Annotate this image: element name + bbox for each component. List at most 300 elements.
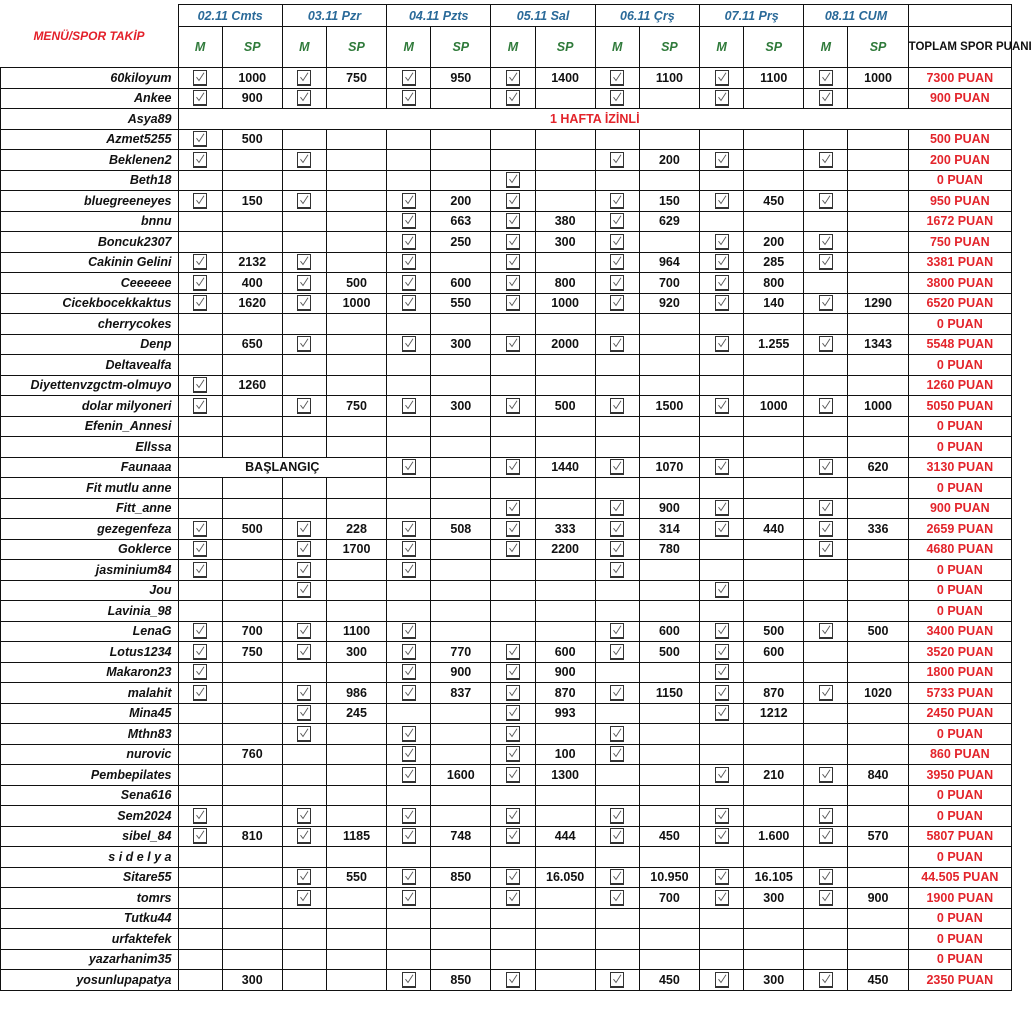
menu-cell[interactable]	[700, 785, 744, 806]
checked-checkbox-icon[interactable]	[297, 869, 311, 885]
menu-cell[interactable]	[804, 232, 848, 253]
sport-points-cell[interactable]	[744, 150, 804, 171]
menu-cell[interactable]	[387, 273, 431, 294]
sport-points-cell[interactable]: 1500	[639, 396, 699, 417]
checked-checkbox-icon[interactable]	[193, 131, 207, 147]
sport-points-cell[interactable]	[326, 375, 386, 396]
menu-cell[interactable]	[595, 129, 639, 150]
sport-points-cell[interactable]: 600	[535, 642, 595, 663]
sport-points-cell[interactable]	[431, 847, 491, 868]
sport-points-cell[interactable]: 810	[222, 826, 282, 847]
menu-cell[interactable]	[282, 314, 326, 335]
sport-points-cell[interactable]	[848, 252, 908, 273]
sport-points-cell[interactable]	[535, 150, 595, 171]
menu-cell[interactable]	[491, 560, 535, 581]
sport-points-cell[interactable]: 1440	[535, 457, 595, 478]
menu-cell[interactable]	[700, 293, 744, 314]
sport-points-cell[interactable]	[326, 888, 386, 909]
menu-cell[interactable]	[700, 908, 744, 929]
checked-checkbox-icon[interactable]	[402, 541, 416, 557]
menu-cell[interactable]	[595, 662, 639, 683]
menu-cell[interactable]	[178, 375, 222, 396]
menu-cell[interactable]	[491, 129, 535, 150]
menu-cell[interactable]	[491, 601, 535, 622]
sport-points-cell[interactable]: 950	[431, 68, 491, 89]
sport-points-cell[interactable]: 450	[639, 826, 699, 847]
menu-cell[interactable]	[491, 334, 535, 355]
menu-cell[interactable]	[387, 150, 431, 171]
checked-checkbox-icon[interactable]	[193, 70, 207, 86]
menu-cell[interactable]	[700, 744, 744, 765]
menu-cell[interactable]	[491, 826, 535, 847]
menu-cell[interactable]	[700, 191, 744, 212]
menu-cell[interactable]	[178, 355, 222, 376]
sport-points-cell[interactable]	[431, 601, 491, 622]
checked-checkbox-icon[interactable]	[819, 398, 833, 414]
checked-checkbox-icon[interactable]	[610, 972, 624, 988]
sport-points-cell[interactable]	[222, 949, 282, 970]
checked-checkbox-icon[interactable]	[297, 295, 311, 311]
sport-points-cell[interactable]	[848, 478, 908, 499]
sport-points-cell[interactable]	[848, 314, 908, 335]
menu-cell[interactable]	[387, 437, 431, 458]
menu-cell[interactable]	[387, 806, 431, 827]
checked-checkbox-icon[interactable]	[610, 336, 624, 352]
menu-cell[interactable]	[178, 970, 222, 991]
menu-cell[interactable]	[700, 560, 744, 581]
sport-points-cell[interactable]	[639, 416, 699, 437]
sport-points-cell[interactable]	[326, 601, 386, 622]
checked-checkbox-icon[interactable]	[610, 828, 624, 844]
sport-points-cell[interactable]: 1020	[848, 683, 908, 704]
checked-checkbox-icon[interactable]	[610, 685, 624, 701]
sport-points-cell[interactable]	[431, 416, 491, 437]
sport-points-cell[interactable]	[848, 601, 908, 622]
checked-checkbox-icon[interactable]	[610, 623, 624, 639]
menu-cell[interactable]	[491, 519, 535, 540]
checked-checkbox-icon[interactable]	[193, 193, 207, 209]
checked-checkbox-icon[interactable]	[506, 828, 520, 844]
menu-cell[interactable]	[282, 396, 326, 417]
sport-points-cell[interactable]: 1400	[535, 68, 595, 89]
menu-cell[interactable]	[804, 375, 848, 396]
checked-checkbox-icon[interactable]	[715, 582, 729, 598]
checked-checkbox-icon[interactable]	[506, 275, 520, 291]
menu-cell[interactable]	[178, 867, 222, 888]
menu-cell[interactable]	[595, 642, 639, 663]
sport-points-cell[interactable]: 750	[222, 642, 282, 663]
checked-checkbox-icon[interactable]	[402, 254, 416, 270]
sport-points-cell[interactable]	[222, 437, 282, 458]
sport-points-cell[interactable]	[848, 232, 908, 253]
checked-checkbox-icon[interactable]	[610, 275, 624, 291]
checked-checkbox-icon[interactable]	[193, 521, 207, 537]
sport-points-cell[interactable]	[848, 703, 908, 724]
sport-points-cell[interactable]	[431, 375, 491, 396]
sport-points-cell[interactable]	[326, 232, 386, 253]
sport-points-cell[interactable]: 1290	[848, 293, 908, 314]
checked-checkbox-icon[interactable]	[193, 644, 207, 660]
checked-checkbox-icon[interactable]	[715, 767, 729, 783]
checked-checkbox-icon[interactable]	[193, 664, 207, 680]
checked-checkbox-icon[interactable]	[819, 90, 833, 106]
checked-checkbox-icon[interactable]	[610, 746, 624, 762]
sport-points-cell[interactable]	[744, 478, 804, 499]
menu-cell[interactable]	[595, 785, 639, 806]
menu-cell[interactable]	[491, 68, 535, 89]
menu-cell[interactable]	[491, 457, 535, 478]
checked-checkbox-icon[interactable]	[297, 336, 311, 352]
checked-checkbox-icon[interactable]	[193, 808, 207, 824]
sport-points-cell[interactable]	[222, 662, 282, 683]
checked-checkbox-icon[interactable]	[297, 541, 311, 557]
sport-points-cell[interactable]	[326, 949, 386, 970]
checked-checkbox-icon[interactable]	[402, 336, 416, 352]
menu-cell[interactable]	[178, 437, 222, 458]
sport-points-cell[interactable]	[744, 375, 804, 396]
checked-checkbox-icon[interactable]	[402, 562, 416, 578]
checked-checkbox-icon[interactable]	[610, 152, 624, 168]
sport-points-cell[interactable]	[744, 785, 804, 806]
checked-checkbox-icon[interactable]	[819, 521, 833, 537]
menu-cell[interactable]	[804, 519, 848, 540]
sport-points-cell[interactable]	[326, 560, 386, 581]
sport-points-cell[interactable]	[535, 970, 595, 991]
sport-points-cell[interactable]: 600	[431, 273, 491, 294]
menu-cell[interactable]	[387, 867, 431, 888]
checked-checkbox-icon[interactable]	[610, 459, 624, 475]
sport-points-cell[interactable]	[222, 580, 282, 601]
sport-points-cell[interactable]: 870	[744, 683, 804, 704]
menu-cell[interactable]	[178, 314, 222, 335]
sport-points-cell[interactable]	[431, 88, 491, 109]
menu-cell[interactable]	[700, 211, 744, 232]
checked-checkbox-icon[interactable]	[193, 398, 207, 414]
menu-cell[interactable]	[178, 826, 222, 847]
sport-points-cell[interactable]: 1185	[326, 826, 386, 847]
menu-cell[interactable]	[178, 847, 222, 868]
checked-checkbox-icon[interactable]	[402, 234, 416, 250]
menu-cell[interactable]	[804, 355, 848, 376]
sport-points-cell[interactable]: 2000	[535, 334, 595, 355]
checked-checkbox-icon[interactable]	[193, 623, 207, 639]
menu-cell[interactable]	[178, 232, 222, 253]
sport-points-cell[interactable]	[848, 191, 908, 212]
checked-checkbox-icon[interactable]	[402, 295, 416, 311]
menu-cell[interactable]	[700, 888, 744, 909]
menu-cell[interactable]	[282, 68, 326, 89]
sport-points-cell[interactable]: 800	[744, 273, 804, 294]
menu-cell[interactable]	[178, 642, 222, 663]
checked-checkbox-icon[interactable]	[402, 767, 416, 783]
menu-cell[interactable]	[804, 539, 848, 560]
checked-checkbox-icon[interactable]	[506, 90, 520, 106]
menu-cell[interactable]	[700, 498, 744, 519]
sport-points-cell[interactable]	[326, 437, 386, 458]
menu-cell[interactable]	[595, 191, 639, 212]
sport-points-cell[interactable]	[744, 949, 804, 970]
menu-cell[interactable]	[700, 478, 744, 499]
menu-cell[interactable]	[178, 478, 222, 499]
sport-points-cell[interactable]: 870	[535, 683, 595, 704]
sport-points-cell[interactable]	[744, 539, 804, 560]
menu-cell[interactable]	[804, 396, 848, 417]
checked-checkbox-icon[interactable]	[819, 234, 833, 250]
sport-points-cell[interactable]	[639, 314, 699, 335]
menu-cell[interactable]	[700, 273, 744, 294]
sport-points-cell[interactable]: 800	[535, 273, 595, 294]
sport-points-cell[interactable]: 1100	[744, 68, 804, 89]
menu-cell[interactable]	[804, 498, 848, 519]
menu-cell[interactable]	[178, 129, 222, 150]
menu-cell[interactable]	[282, 867, 326, 888]
menu-cell[interactable]	[804, 683, 848, 704]
menu-cell[interactable]	[282, 150, 326, 171]
menu-cell[interactable]	[387, 170, 431, 191]
menu-cell[interactable]	[595, 416, 639, 437]
checked-checkbox-icon[interactable]	[506, 767, 520, 783]
menu-cell[interactable]	[387, 826, 431, 847]
menu-cell[interactable]	[700, 416, 744, 437]
sport-points-cell[interactable]	[326, 416, 386, 437]
sport-points-cell[interactable]	[639, 744, 699, 765]
menu-cell[interactable]	[595, 539, 639, 560]
checked-checkbox-icon[interactable]	[193, 152, 207, 168]
sport-points-cell[interactable]: 500	[222, 129, 282, 150]
menu-cell[interactable]	[804, 908, 848, 929]
sport-points-cell[interactable]	[848, 88, 908, 109]
sport-points-cell[interactable]: 444	[535, 826, 595, 847]
checked-checkbox-icon[interactable]	[297, 254, 311, 270]
menu-cell[interactable]	[387, 68, 431, 89]
menu-cell[interactable]	[387, 560, 431, 581]
sport-points-cell[interactable]: 228	[326, 519, 386, 540]
menu-cell[interactable]	[804, 560, 848, 581]
menu-cell[interactable]	[387, 334, 431, 355]
checked-checkbox-icon[interactable]	[506, 808, 520, 824]
menu-cell[interactable]	[804, 744, 848, 765]
menu-cell[interactable]	[282, 293, 326, 314]
sport-points-cell[interactable]: 300	[431, 334, 491, 355]
menu-cell[interactable]	[804, 601, 848, 622]
sport-points-cell[interactable]: 500	[744, 621, 804, 642]
menu-cell[interactable]	[178, 498, 222, 519]
checked-checkbox-icon[interactable]	[715, 70, 729, 86]
menu-cell[interactable]	[700, 314, 744, 335]
checked-checkbox-icon[interactable]	[715, 685, 729, 701]
sport-points-cell[interactable]	[326, 847, 386, 868]
checked-checkbox-icon[interactable]	[819, 152, 833, 168]
checked-checkbox-icon[interactable]	[297, 582, 311, 598]
menu-cell[interactable]	[491, 703, 535, 724]
sport-points-cell[interactable]	[848, 642, 908, 663]
menu-cell[interactable]	[491, 683, 535, 704]
menu-cell[interactable]	[282, 929, 326, 950]
sport-points-cell[interactable]	[535, 621, 595, 642]
menu-cell[interactable]	[595, 170, 639, 191]
menu-cell[interactable]	[282, 970, 326, 991]
menu-cell[interactable]	[387, 375, 431, 396]
sport-points-cell[interactable]	[639, 375, 699, 396]
menu-cell[interactable]	[595, 498, 639, 519]
sport-points-cell[interactable]: 400	[222, 273, 282, 294]
sport-points-cell[interactable]: 770	[431, 642, 491, 663]
checked-checkbox-icon[interactable]	[506, 664, 520, 680]
sport-points-cell[interactable]	[848, 806, 908, 827]
sport-points-cell[interactable]	[326, 970, 386, 991]
menu-cell[interactable]	[804, 416, 848, 437]
menu-cell[interactable]	[491, 498, 535, 519]
menu-cell[interactable]	[387, 703, 431, 724]
menu-cell[interactable]	[700, 437, 744, 458]
checked-checkbox-icon[interactable]	[297, 152, 311, 168]
menu-cell[interactable]	[700, 580, 744, 601]
checked-checkbox-icon[interactable]	[819, 869, 833, 885]
menu-cell[interactable]	[387, 785, 431, 806]
menu-cell[interactable]	[700, 396, 744, 417]
sport-points-cell[interactable]: 900	[535, 662, 595, 683]
menu-cell[interactable]	[282, 129, 326, 150]
menu-cell[interactable]	[387, 642, 431, 663]
menu-cell[interactable]	[595, 888, 639, 909]
sport-points-cell[interactable]	[326, 785, 386, 806]
menu-cell[interactable]	[700, 867, 744, 888]
sport-points-cell[interactable]	[535, 724, 595, 745]
menu-cell[interactable]	[804, 150, 848, 171]
sport-points-cell[interactable]	[744, 457, 804, 478]
checked-checkbox-icon[interactable]	[610, 562, 624, 578]
menu-cell[interactable]	[282, 498, 326, 519]
sport-points-cell[interactable]: 1100	[326, 621, 386, 642]
menu-cell[interactable]	[282, 847, 326, 868]
checked-checkbox-icon[interactable]	[715, 234, 729, 250]
checked-checkbox-icon[interactable]	[402, 275, 416, 291]
menu-cell[interactable]	[804, 580, 848, 601]
sport-points-cell[interactable]: 1260	[222, 375, 282, 396]
sport-points-cell[interactable]: 200	[639, 150, 699, 171]
sport-points-cell[interactable]: 2132	[222, 252, 282, 273]
menu-cell[interactable]	[700, 683, 744, 704]
sport-points-cell[interactable]: 450	[848, 970, 908, 991]
menu-cell[interactable]	[595, 744, 639, 765]
sport-points-cell[interactable]	[222, 232, 282, 253]
menu-cell[interactable]	[178, 724, 222, 745]
sport-points-cell[interactable]	[431, 457, 491, 478]
sport-points-cell[interactable]: 1070	[639, 457, 699, 478]
menu-cell[interactable]	[282, 662, 326, 683]
sport-points-cell[interactable]	[326, 314, 386, 335]
menu-cell[interactable]	[178, 888, 222, 909]
menu-cell[interactable]	[387, 314, 431, 335]
menu-cell[interactable]	[387, 457, 431, 478]
checked-checkbox-icon[interactable]	[506, 869, 520, 885]
menu-cell[interactable]	[491, 314, 535, 335]
sport-points-cell[interactable]: 837	[431, 683, 491, 704]
sport-points-cell[interactable]	[535, 580, 595, 601]
menu-cell[interactable]	[178, 88, 222, 109]
sport-points-cell[interactable]: 300	[535, 232, 595, 253]
checked-checkbox-icon[interactable]	[193, 275, 207, 291]
checked-checkbox-icon[interactable]	[402, 828, 416, 844]
menu-cell[interactable]	[595, 314, 639, 335]
checked-checkbox-icon[interactable]	[297, 521, 311, 537]
checked-checkbox-icon[interactable]	[715, 254, 729, 270]
menu-cell[interactable]	[178, 334, 222, 355]
menu-cell[interactable]	[282, 744, 326, 765]
checked-checkbox-icon[interactable]	[610, 193, 624, 209]
checked-checkbox-icon[interactable]	[506, 500, 520, 516]
sport-points-cell[interactable]	[639, 129, 699, 150]
menu-cell[interactable]	[595, 355, 639, 376]
checked-checkbox-icon[interactable]	[297, 644, 311, 660]
sport-points-cell[interactable]: 748	[431, 826, 491, 847]
menu-cell[interactable]	[387, 519, 431, 540]
sport-points-cell[interactable]	[535, 437, 595, 458]
menu-cell[interactable]	[700, 806, 744, 827]
sport-points-cell[interactable]: 750	[326, 396, 386, 417]
menu-cell[interactable]	[178, 744, 222, 765]
sport-points-cell[interactable]	[326, 662, 386, 683]
menu-cell[interactable]	[804, 68, 848, 89]
sport-points-cell[interactable]	[222, 560, 282, 581]
menu-cell[interactable]	[387, 888, 431, 909]
checked-checkbox-icon[interactable]	[819, 541, 833, 557]
checked-checkbox-icon[interactable]	[506, 459, 520, 475]
checked-checkbox-icon[interactable]	[819, 890, 833, 906]
menu-cell[interactable]	[595, 826, 639, 847]
menu-cell[interactable]	[491, 847, 535, 868]
checked-checkbox-icon[interactable]	[610, 90, 624, 106]
checked-checkbox-icon[interactable]	[506, 234, 520, 250]
sport-points-cell[interactable]	[535, 478, 595, 499]
menu-cell[interactable]	[700, 765, 744, 786]
menu-cell[interactable]	[387, 908, 431, 929]
sport-points-cell[interactable]: 1000	[326, 293, 386, 314]
sport-points-cell[interactable]	[744, 129, 804, 150]
menu-cell[interactable]	[491, 970, 535, 991]
menu-cell[interactable]	[491, 765, 535, 786]
menu-cell[interactable]	[491, 908, 535, 929]
sport-points-cell[interactable]: 600	[639, 621, 699, 642]
menu-cell[interactable]	[491, 273, 535, 294]
checked-checkbox-icon[interactable]	[819, 500, 833, 516]
menu-cell[interactable]	[387, 252, 431, 273]
sport-points-cell[interactable]	[639, 560, 699, 581]
sport-points-cell[interactable]	[326, 929, 386, 950]
sport-points-cell[interactable]	[326, 724, 386, 745]
checked-checkbox-icon[interactable]	[506, 254, 520, 270]
menu-cell[interactable]	[491, 191, 535, 212]
sport-points-cell[interactable]	[535, 785, 595, 806]
sport-points-cell[interactable]	[326, 211, 386, 232]
menu-cell[interactable]	[282, 232, 326, 253]
sport-points-cell[interactable]	[431, 314, 491, 335]
sport-points-cell[interactable]: 336	[848, 519, 908, 540]
menu-cell[interactable]	[595, 252, 639, 273]
checked-checkbox-icon[interactable]	[506, 213, 520, 229]
checked-checkbox-icon[interactable]	[819, 70, 833, 86]
sport-points-cell[interactable]	[431, 888, 491, 909]
checked-checkbox-icon[interactable]	[193, 828, 207, 844]
sport-points-cell[interactable]: 300	[744, 888, 804, 909]
checked-checkbox-icon[interactable]	[715, 521, 729, 537]
sport-points-cell[interactable]: 333	[535, 519, 595, 540]
sport-points-cell[interactable]: 650	[222, 334, 282, 355]
sport-points-cell[interactable]	[744, 929, 804, 950]
menu-cell[interactable]	[595, 806, 639, 827]
sport-points-cell[interactable]: 300	[222, 970, 282, 991]
sport-points-cell[interactable]	[431, 929, 491, 950]
